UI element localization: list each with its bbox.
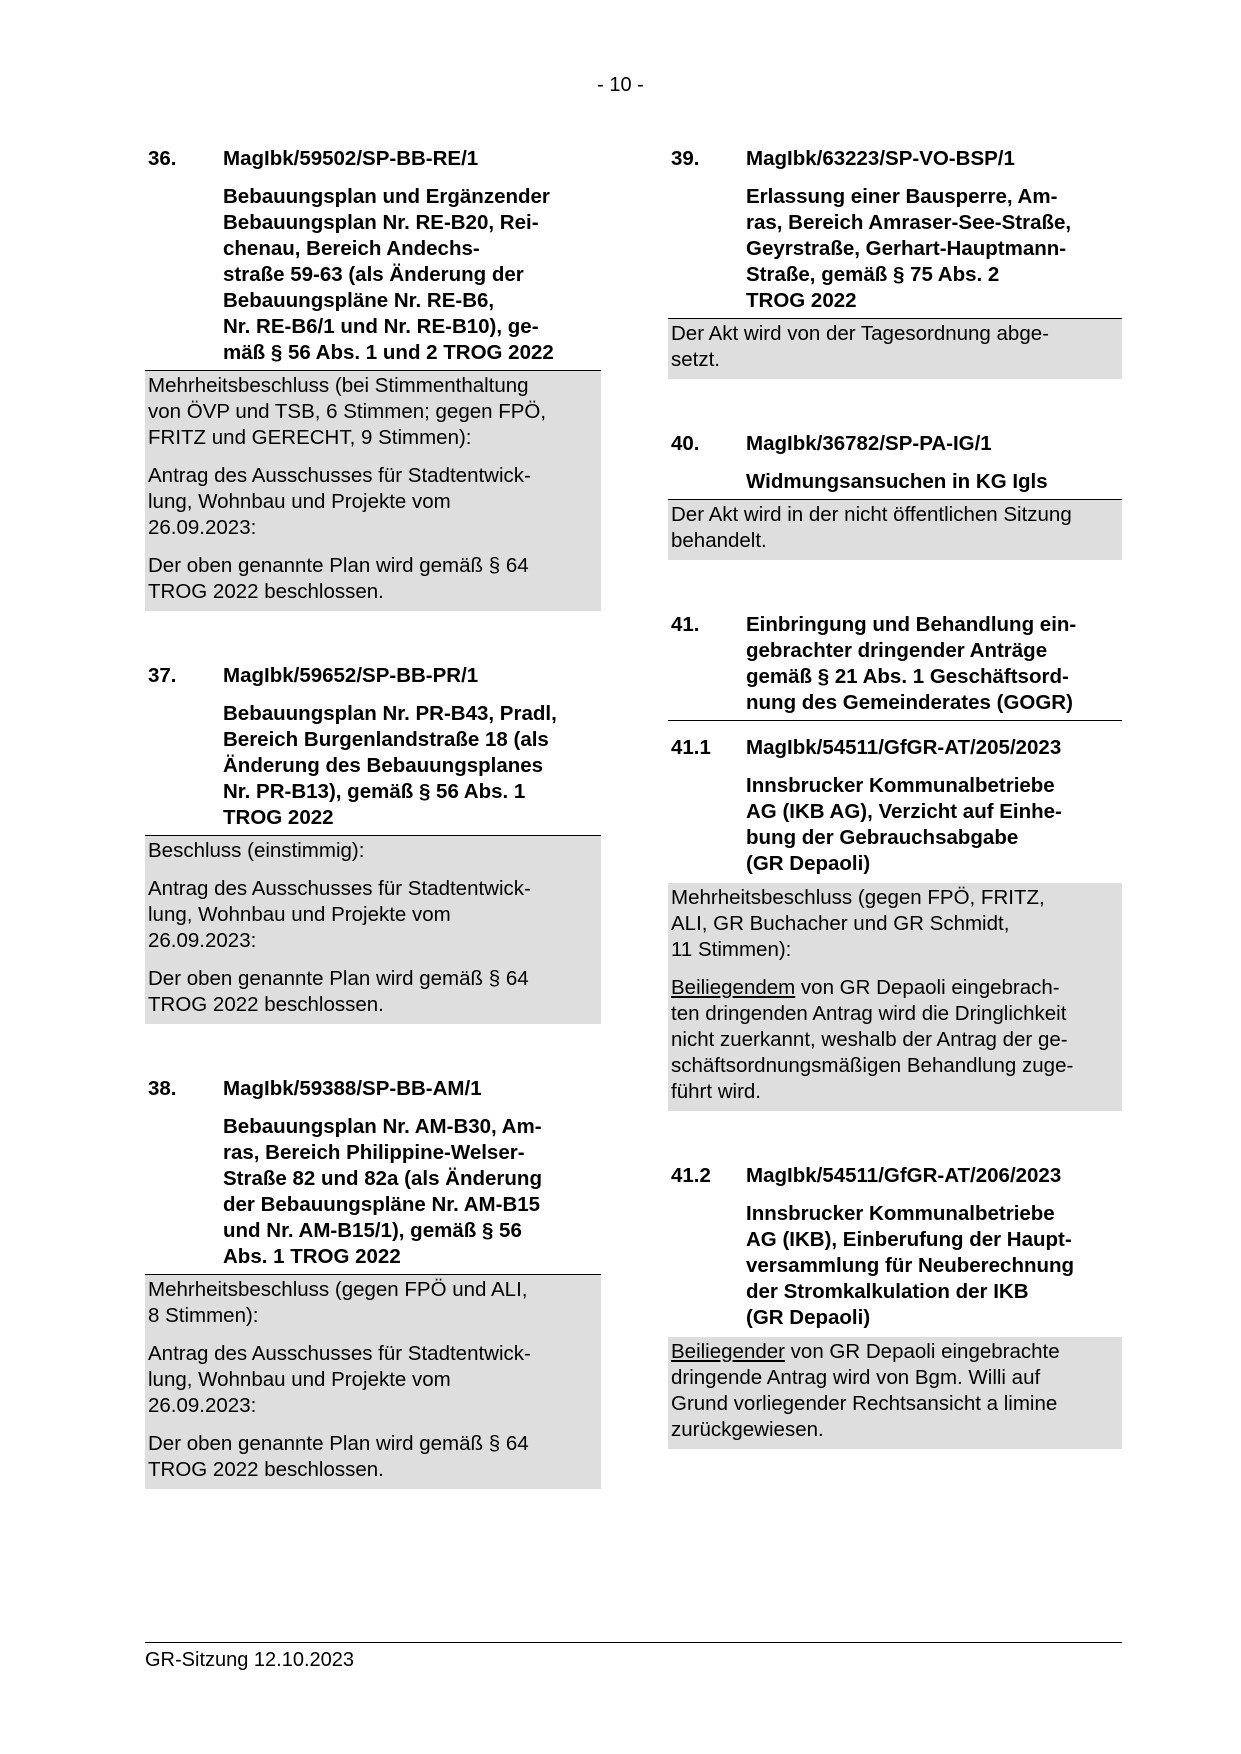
resolution-decision: Beiliegendem von GR Depaoli eingebrach- ten dringenden Antrag wird die Dringlichkeit nicht zuerkannt, weshalb der Antrag der ge- schäftsordnungsmäßigen Behandlung zuge- führt wird. xyxy=(671,976,1074,1103)
agenda-item-40 xyxy=(668,431,1122,560)
agenda-item-38 xyxy=(145,1076,601,1489)
item-heading: Einbringung und Behandlung ein- gebrachter dringender Anträge gemäß § 21 Abs. 1 Geschäftsord- nung des Gemeinderates (GOGR) xyxy=(746,613,1077,714)
item-title: Bebauungsplan Nr. PR-B43, Pradl, Bereich Burgenlandstraße 18 (als Änderung des Bebauungsplanes Nr. PR-B13), gemäß § 56 Abs. 1 TROG 2022 xyxy=(145,689,601,836)
item-number: 39. xyxy=(671,147,700,170)
item-resolution xyxy=(668,500,1122,560)
underlined-word: Beiliegendem xyxy=(671,976,796,999)
item-resolution xyxy=(145,836,601,1024)
resolution-vote: Mehrheitsbeschluss (bei Stimmenthaltung von ÖVP und TSB, 6 Stimmen; gegen FPÖ, FRITZ und GERECHT, 9 Stimmen): xyxy=(148,374,547,449)
item-number: 37. xyxy=(148,664,177,687)
item-reference: MagIbk/54511/GfGR-AT/206/2023 xyxy=(746,1164,1062,1187)
item-number: 36. xyxy=(148,147,177,170)
item-title: Innsbrucker Kommunalbetriebe AG (IKB AG), Verzicht auf Einhe- bung der Gebrauchsabgabe (GR Depaoli) xyxy=(746,774,1062,875)
underlined-word: Beiliegender xyxy=(671,1340,785,1363)
agenda-item-41-1 xyxy=(668,735,1122,1111)
resolution-decision: Beiliegender von GR Depaoli eingebrachte dringende Antrag wird von Bgm. Willi auf Grund vorliegender Rechtsansicht a limine zurückgewiesen. xyxy=(671,1340,1060,1441)
item-number: 41.2 xyxy=(671,1164,711,1187)
resolution-decision: Der oben genannte Plan wird gemäß § 64 TROG 2022 beschlossen. xyxy=(148,1432,529,1481)
page-number: - 10 - xyxy=(597,74,644,96)
agenda-item-41-2 xyxy=(668,1163,1122,1449)
item-resolution xyxy=(145,1275,601,1489)
resolution-vote: Mehrheitsbeschluss (gegen FPÖ, FRITZ, ALI, GR Buchacher und GR Schmidt, 11 Stimmen): xyxy=(671,886,1045,961)
resolution-motion: Antrag des Ausschusses für Stadtentwick- lung, Wohnbau und Projekte vom 26.09.2023: xyxy=(148,877,531,952)
resolution-decision: Der Akt wird in der nicht öffentlichen Sitzung behandelt. xyxy=(671,503,1072,552)
item-number: 41.1 xyxy=(671,736,711,759)
item-reference: MagIbk/63223/SP-VO-BSP/1 xyxy=(746,147,1015,170)
item-title: Innsbrucker Kommunalbetriebe AG (IKB), Einberufung der Haupt- versammlung für Neuberechnung der Stromkalkulation der IKB (GR Depaoli) xyxy=(746,1202,1075,1329)
item-reference: MagIbk/54511/GfGR-AT/205/2023 xyxy=(746,736,1062,759)
item-number: 40. xyxy=(671,432,700,455)
item-reference: MagIbk/36782/SP-PA-IG/1 xyxy=(746,432,992,455)
agenda-item-36 xyxy=(145,146,601,611)
resolution-decision: Der Akt wird von der Tagesordnung abge- setzt. xyxy=(671,322,1049,371)
page-footer: GR-Sitzung 12.10.2023 xyxy=(145,1642,1122,1672)
agenda-item-39 xyxy=(668,146,1122,379)
resolution-decision: Der oben genannte Plan wird gemäß § 64 TROG 2022 beschlossen. xyxy=(148,554,529,603)
right-column xyxy=(668,146,1122,1501)
item-title: Erlassung einer Bausperre, Am- ras, Bereich Amraser-See-Straße, Geyrstraße, Gerhart-Hauptmann- Straße, gemäß § 75 Abs. 2 TROG 2022 xyxy=(668,172,1122,319)
item-reference: MagIbk/59388/SP-BB-AM/1 xyxy=(223,1077,482,1100)
resolution-decision: Der oben genannte Plan wird gemäß § 64 TROG 2022 beschlossen. xyxy=(148,967,529,1016)
resolution-vote: Beschluss (einstimmig): xyxy=(148,839,365,862)
resolution-motion: Antrag des Ausschusses für Stadtentwick- lung, Wohnbau und Projekte vom 26.09.2023: xyxy=(148,464,531,539)
item-resolution xyxy=(668,1337,1122,1449)
resolution-motion: Antrag des Ausschusses für Stadtentwick- lung, Wohnbau und Projekte vom 26.09.2023: xyxy=(148,1342,531,1417)
item-resolution xyxy=(668,319,1122,379)
item-reference: MagIbk/59652/SP-BB-PR/1 xyxy=(223,664,479,687)
item-title: Widmungsansuchen in KG Igls xyxy=(668,457,1122,500)
agenda-item-37 xyxy=(145,663,601,1024)
item-resolution xyxy=(145,371,601,611)
item-title: Bebauungsplan und Ergänzender Bebauungsplan Nr. RE-B20, Rei- chenau, Bereich Andechs- straße 59-63 (als Änderung der Bebauungspläne Nr. RE-B6, Nr. RE-B6/1 und Nr. RE-B10), ge- mäß § 56 Abs. 1 und 2 TROG 2022 xyxy=(145,172,601,371)
agenda-item-41 xyxy=(668,612,1122,721)
item-title: Bebauungsplan Nr. AM-B30, Am- ras, Bereich Philippine-Welser- Straße 82 und 82a (als Änderung der Bebauungspläne Nr. AM-B15 und Nr. AM-B15/1), gemäß § 56 Abs. 1 TROG 2022 xyxy=(145,1102,601,1275)
item-reference: MagIbk/59502/SP-BB-RE/1 xyxy=(223,147,479,170)
left-column xyxy=(145,146,601,1541)
resolution-vote: Mehrheitsbeschluss (gegen FPÖ und ALI, 8 Stimmen): xyxy=(148,1278,528,1327)
item-number: 41. xyxy=(671,613,700,636)
item-resolution xyxy=(668,883,1122,1111)
item-number: 38. xyxy=(148,1077,177,1100)
